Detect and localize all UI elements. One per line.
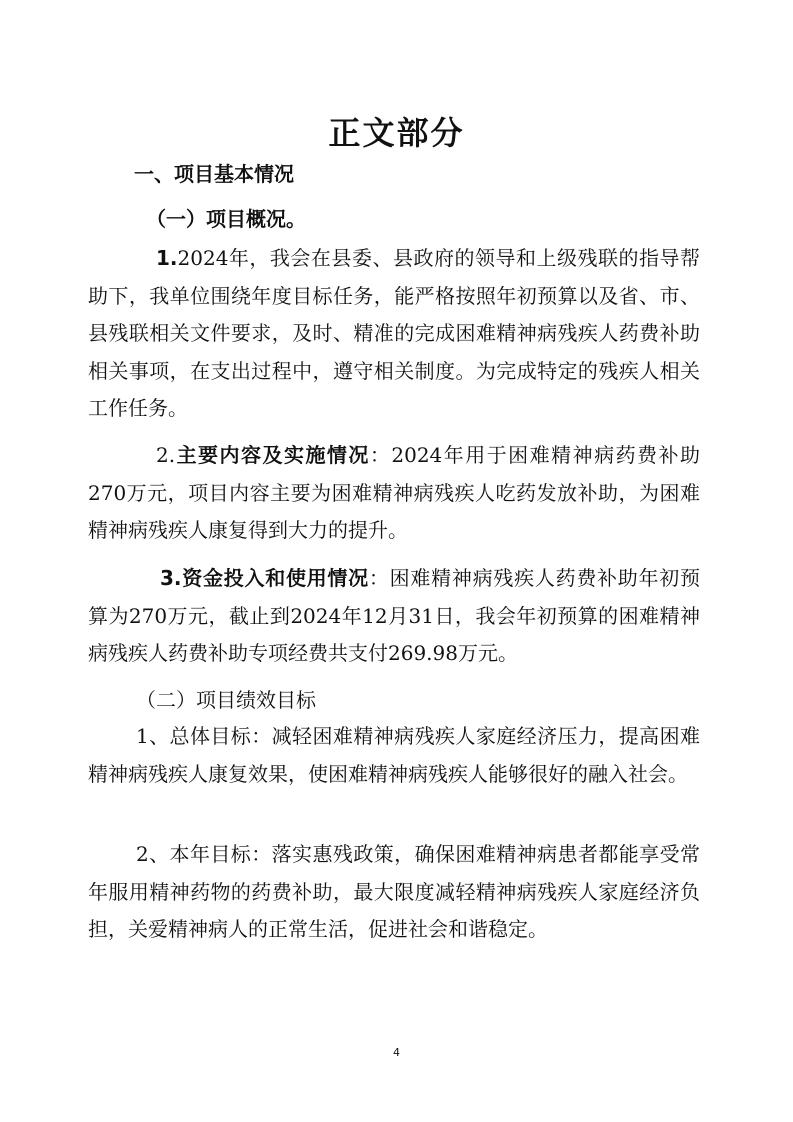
paragraph-lead: 3.资金投入和使用情况 [160, 566, 369, 590]
section-heading-basic-info: 一、项目基本情况 [134, 162, 294, 186]
paragraph-lead: 主要内容及实施情况 [175, 443, 370, 467]
paragraph-text: ：困难精神病残疾人药费补助年初预算为270万元，截止到2024年12月31日，我会年初预算的困难精神病残疾人药费补助专项经费共支付269.98万元。 [88, 566, 701, 665]
paragraph-overview-1 [88, 240, 700, 428]
paragraph-annual-goal: 2、本年目标：落实惠残政策，确保困难精神病患者都能享受常年服用精神药物的药费补助，最大限度减轻精神病残疾人家庭经济负担，关爱精神病人的正常生活，促进社会和谐稳定。 [88, 842, 700, 941]
subsection-heading-overview: （一）项目概况。 [146, 207, 306, 231]
page-title: 正文部分 [328, 114, 465, 152]
paragraph-overall-goal: 1、总体目标：减轻困难精神病残疾人家庭经济压力，提高困难精神病残疾人康复效果，使困难精神病残疾人能够很好的融入社会。 [88, 724, 700, 786]
subsection-heading-goals: （二）项目绩效目标 [136, 688, 316, 712]
paragraph-main-content [88, 437, 700, 550]
paragraph-funding [88, 560, 700, 673]
paragraph-text: ：2024年用于困难精神病药费补助270万元，项目内容主要为困难精神病残疾人吃药发放补助，为困难精神病残疾人康复得到大力的提升。 [88, 443, 701, 542]
paragraph-number: 1. [156, 246, 178, 270]
page-number: 4 [393, 1046, 400, 1059]
paragraph-number: 2. [156, 443, 176, 467]
paragraph-text: 2024年，我会在县委、县政府的领导和上级残联的指导帮助下，我单位围绕年度目标任务，能严格按照年初预算以及省、市、县残联相关文件要求，及时、精准的完成困难精神病残疾人药费补助相关事项，在支出过程中，遵守相关制度。为完成特定的残疾人相关工作任务。 [88, 246, 700, 420]
